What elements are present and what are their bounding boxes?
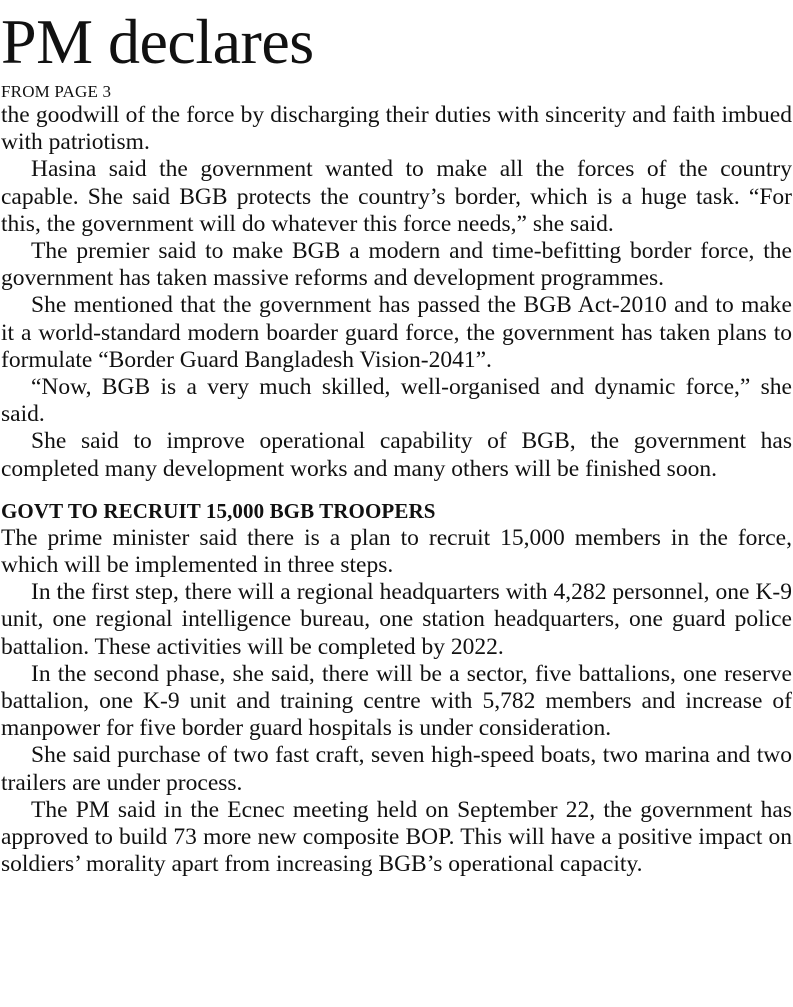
paragraph: “Now, BGB is a very much skilled, well-organised and dynamic force,” she said.	[1, 374, 792, 428]
paragraph: In the first step, there will a regional headquarters with 4,282 personnel, one K-9 unit, one regional intelligence bureau, one station headquarters, one guard police battalion. These activities will be completed by 2022.	[1, 579, 792, 660]
paragraph: Hasina said the government wanted to make all the forces of the country capable. She said BGB protects the country’s border, which is a huge task. “For this, the government will do whatever this force needs,” she said.	[1, 156, 792, 237]
article-body	[1, 102, 792, 878]
paragraph: the goodwill of the force by discharging their duties with sincerity and faith imbued with patriotism.	[1, 102, 792, 156]
paragraph: The premier said to make BGB a modern and time-befitting border force, the government has taken massive reforms and development programmes.	[1, 238, 792, 292]
paragraph: The PM said in the Ecnec meeting held on September 22, the government has approved to build 73 more new composite BOP. This will have a positive impact on soldiers’ morality apart from increasing BGB’s operational capacity.	[1, 796, 792, 878]
subheading: GOVT TO RECRUIT 15,000 BGB TROOPERS	[1, 498, 436, 523]
paragraph: She said purchase of two fast craft, seven high-speed boats, two marina and two trailers are under process.	[1, 742, 792, 796]
paragraph: The prime minister said there is a plan to recruit 15,000 members in the force, which will be implemented in three steps.	[1, 524, 792, 579]
paragraph: She mentioned that the government has passed the BGB Act-2010 and to make it a world-standard modern boarder guard force, the government has taken plans to formulate “Border Guard Bangladesh Vision-2041”.	[1, 292, 792, 373]
headline: PM declares	[1, 6, 314, 77]
paragraph: In the second phase, she said, there will be a sector, five battalions, one reserve battalion, one K-9 unit and training centre with 5,782 members and increase of manpower for five border guard hospitals is under consideration.	[1, 660, 792, 742]
jump-line: FROM PAGE 3	[1, 82, 112, 101]
news-article	[0, 6, 793, 878]
paragraph: She said to improve operational capability of BGB, the government has completed many development works and many others will be finished soon.	[1, 428, 792, 482]
